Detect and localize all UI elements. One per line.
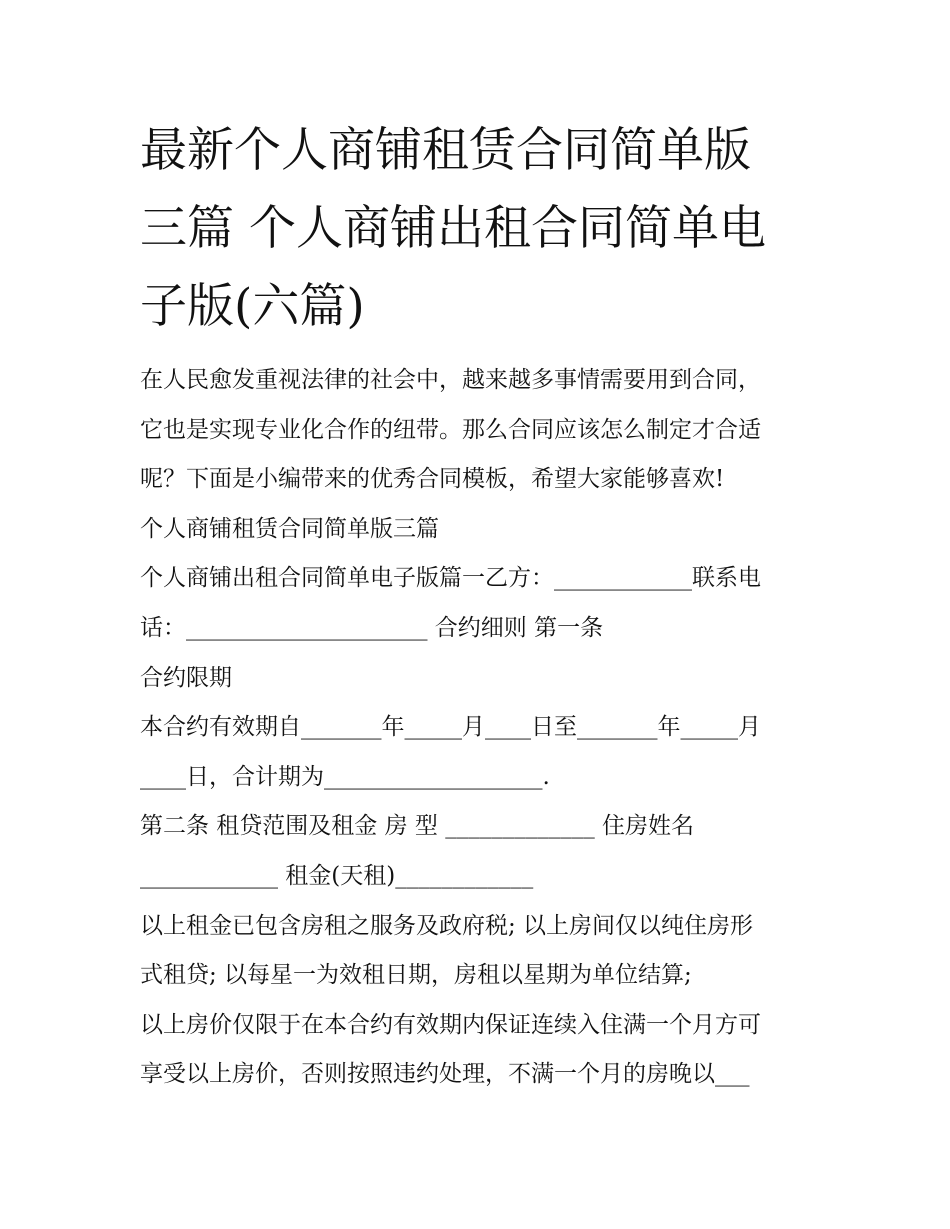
body-line: ____日，合计期为___________________. [140,763,550,790]
body-line: 本合约有效期自_______年_____月____日至_______年_____月 [140,714,761,741]
section-heading: 个人商铺租赁合同简单版三篇 [140,515,439,542]
body-line: 个人商铺出租合同简单电子版篇一乙方：____________联系电 [140,565,761,592]
title-line-2: 三篇 个人商铺出租合同简单电 [140,201,766,256]
body-line: 在人民愈发重视法律的社会中，越来越多事情需要用到合同， [140,367,761,393]
body-line: ____________ 租金(天租)____________ [140,862,534,889]
body-line: 话：_____________________ 合约细则 第一条 [140,614,604,641]
body-line: 以上房价仅限于在本合约有效期内保证连续入住满一个月方可 [140,1011,761,1038]
body-line: 它也是实现专业化合作的纽带。那么合同应该怎么制定才合适 [140,416,761,443]
body-line: 第二条 租贷范围及租金 房 型 _____________ 住房姓名 [140,813,695,840]
body-line: 享受以上房价，否则按照违约处理，不满一个月的房晚以___ [140,1061,750,1088]
body-line: 以上租金已包含房租之服务及政府税; 以上房间仅以纯住房形 [140,912,754,939]
body-line: 式租贷; 以每星一为效租日期，房租以星期为单位结算; [140,962,692,989]
document-title [140,112,820,346]
document-page [140,112,820,1100]
body-line: 呢？下面是小编带来的优秀合同模板，希望大家能够喜欢! [140,466,725,493]
title-line-1: 最新个人商铺租赁合同简单版 [140,123,751,178]
title-line-3: 子版(六篇) [140,279,365,334]
body-line: 合约限期 [140,664,232,691]
document-body [140,356,820,1100]
